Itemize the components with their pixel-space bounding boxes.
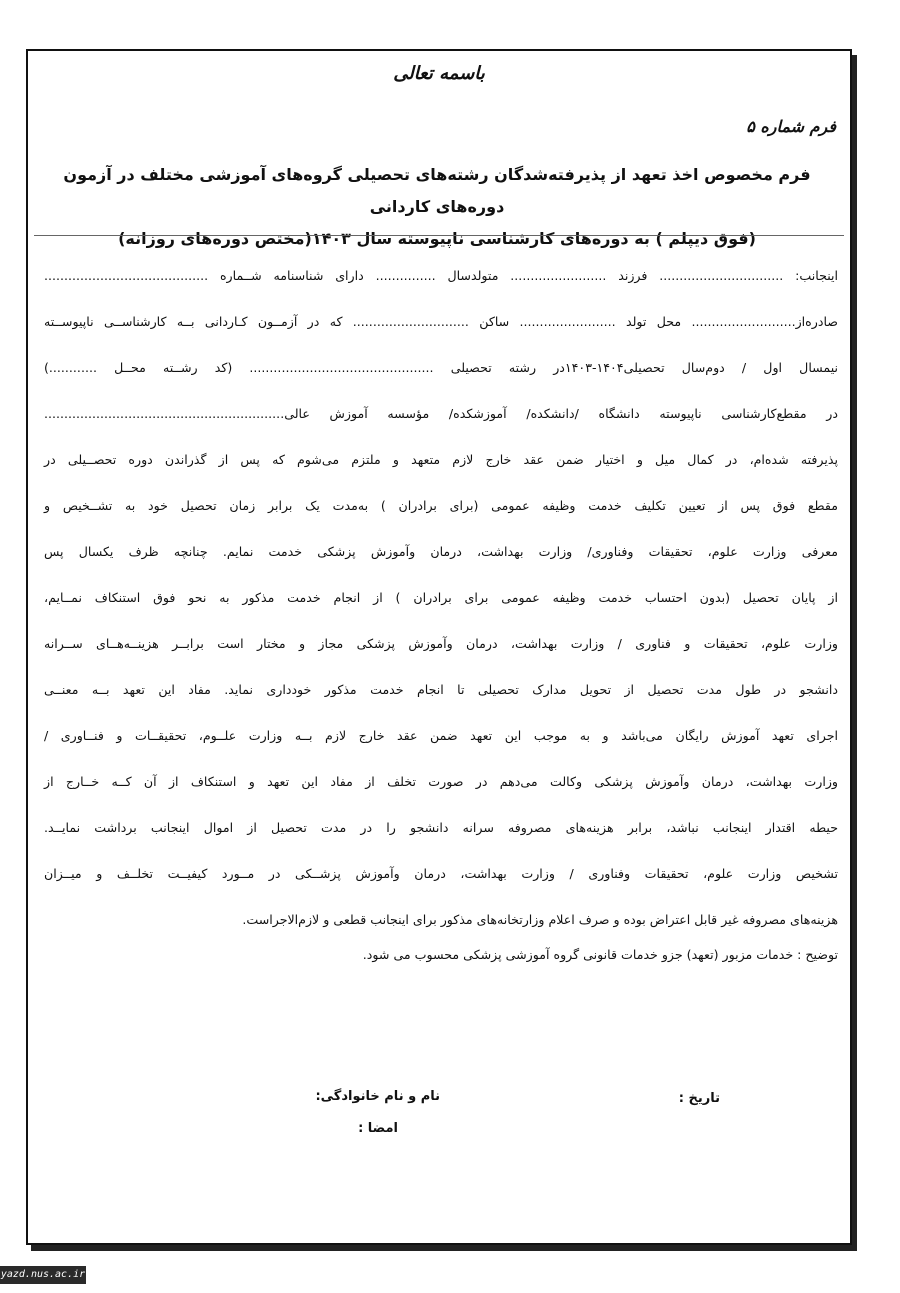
form-sheet [28,51,850,1243]
note-text: توضیح : خدمات مزبور (تعهد) جزو خدمات قانونی گروه آموزشی پزشکی محسوب می شود. [362,947,838,962]
form-frame [26,49,852,1245]
form-title-line: فرم مخصوص اخذ تعهد از پذیرفته‌شدگان رشته‌های تحصیلی گروه‌های آموزشی مختلف در آزمون دوره‌های کاردانی [63,165,811,216]
body-line: وزارت علوم، تحقیقات و فناوری / وزارت بهداشت، درمان وآموزش پزشکی مجاز و مختار است برابــر هزینــه‌هــای ســرانه [44,636,838,651]
body-line: پذیرفته شده‌ام، در کمال میل و اختیار ضمن عقد خارج لازم متعهد و ملتزم می‌شوم که پس از گذراندن دوره تحصــیلی در [44,452,838,467]
body-line: دانشجو در طول مدت تحصیل از تحویل مدارک تحصیلی تا انجام خدمت مذکور خودداری نماید. مفاد این تعهد بــه معنــی [44,682,838,697]
form-title [38,159,836,255]
signature-label: امضا : [358,1121,398,1136]
body-line: در مقطع‌کارشناسی ناپیوسته دانشگاه /دانشکده/ آموزشکده/ مؤسسه آموزش عالی............................................................ [44,406,838,421]
body-line: صادره‌از.......................... محل تولد ........................ ساکن ............................. که در آزمــون کـاردانی بــه کارشناســی ناپیوســته [44,314,838,329]
site-watermark: yazd.nus.ac.ir [0,1266,86,1284]
body-line: تشخیص وزارت علوم، تحقیقات وفناوری / وزارت بهداشت، درمان وآموزش پزشــکی در مــورد کیفیــت تخلــف و میــزان [44,866,838,881]
body-line: وزارت بهداشت، درمان وآموزش پزشکی وکالت می‌دهم در صورت تخلف از مفاد این تعهد و استنکاف از آن کــه خــارج از [44,774,838,789]
invocation-heading: باسمه تعالی [393,63,485,84]
body-line: نیمسال اول / دوم‌سال تحصیلی۱۴۰۴-۱۴۰۳در رشته تحصیلی .............................................. (کد رشــته محــل ............) [44,360,838,375]
name-label: نام و نام خانوادگی: [315,1089,440,1104]
commitment-text [44,253,838,943]
body-line: مقطع فوق پس از تعیین تکلیف خدمت وظیفه عمومی (برای برادران ) به‌مدت یک برابر زمان تحصیل خود به تشــخیص و [44,498,838,513]
form-title-line: (فوق دیپلم ) به دوره‌های کارشناسی ناپیوسته سال ۱۴۰۳(مختص دوره‌های روزانه) [118,229,756,248]
form-number: فرم شماره ۵ [746,117,836,136]
body-line: اینجانب: ............................... فرزند ........................ متولدسال ............... دارای شناسنامه شــماره ......................................... [44,268,838,283]
body-line: هزینه‌های مصروفه غیر قابل اعتراض بوده و صرف اعلام وزارتخانه‌های مذکور برای اینجانب قطعی و لازم‌الاجراست. [242,912,838,927]
body-line: حیطه اقتدار اینجانب نباشد، برابر هزینه‌های مصروفه سرانه دانشجو را در مدت تحصیل از اموال اینجانب برداشت نمایــد. [44,820,838,835]
body-line: اجرای تعهد آموزش رایگان می‌باشد و به موجب این تعهد ضمن عقد خارج لازم بــه وزارت علــوم، تحقیقــات و فنــاوری / [44,728,838,743]
body-line: از پایان تحصیل (بدون احتساب خدمت وظیفه عمومی برای برادران ) از انجام خدمت مذکور به نحو فوق استنکاف نمــایم، [44,590,838,605]
body-line: معرفی وزارت علوم، تحقیقات وفناوری/ وزارت بهداشت، درمان وآموزش پزشکی خدمت نمایم. چنانچه ظرف یکسال پس [44,544,838,559]
date-label: تاریخ : [678,1091,720,1106]
title-divider [34,235,844,236]
